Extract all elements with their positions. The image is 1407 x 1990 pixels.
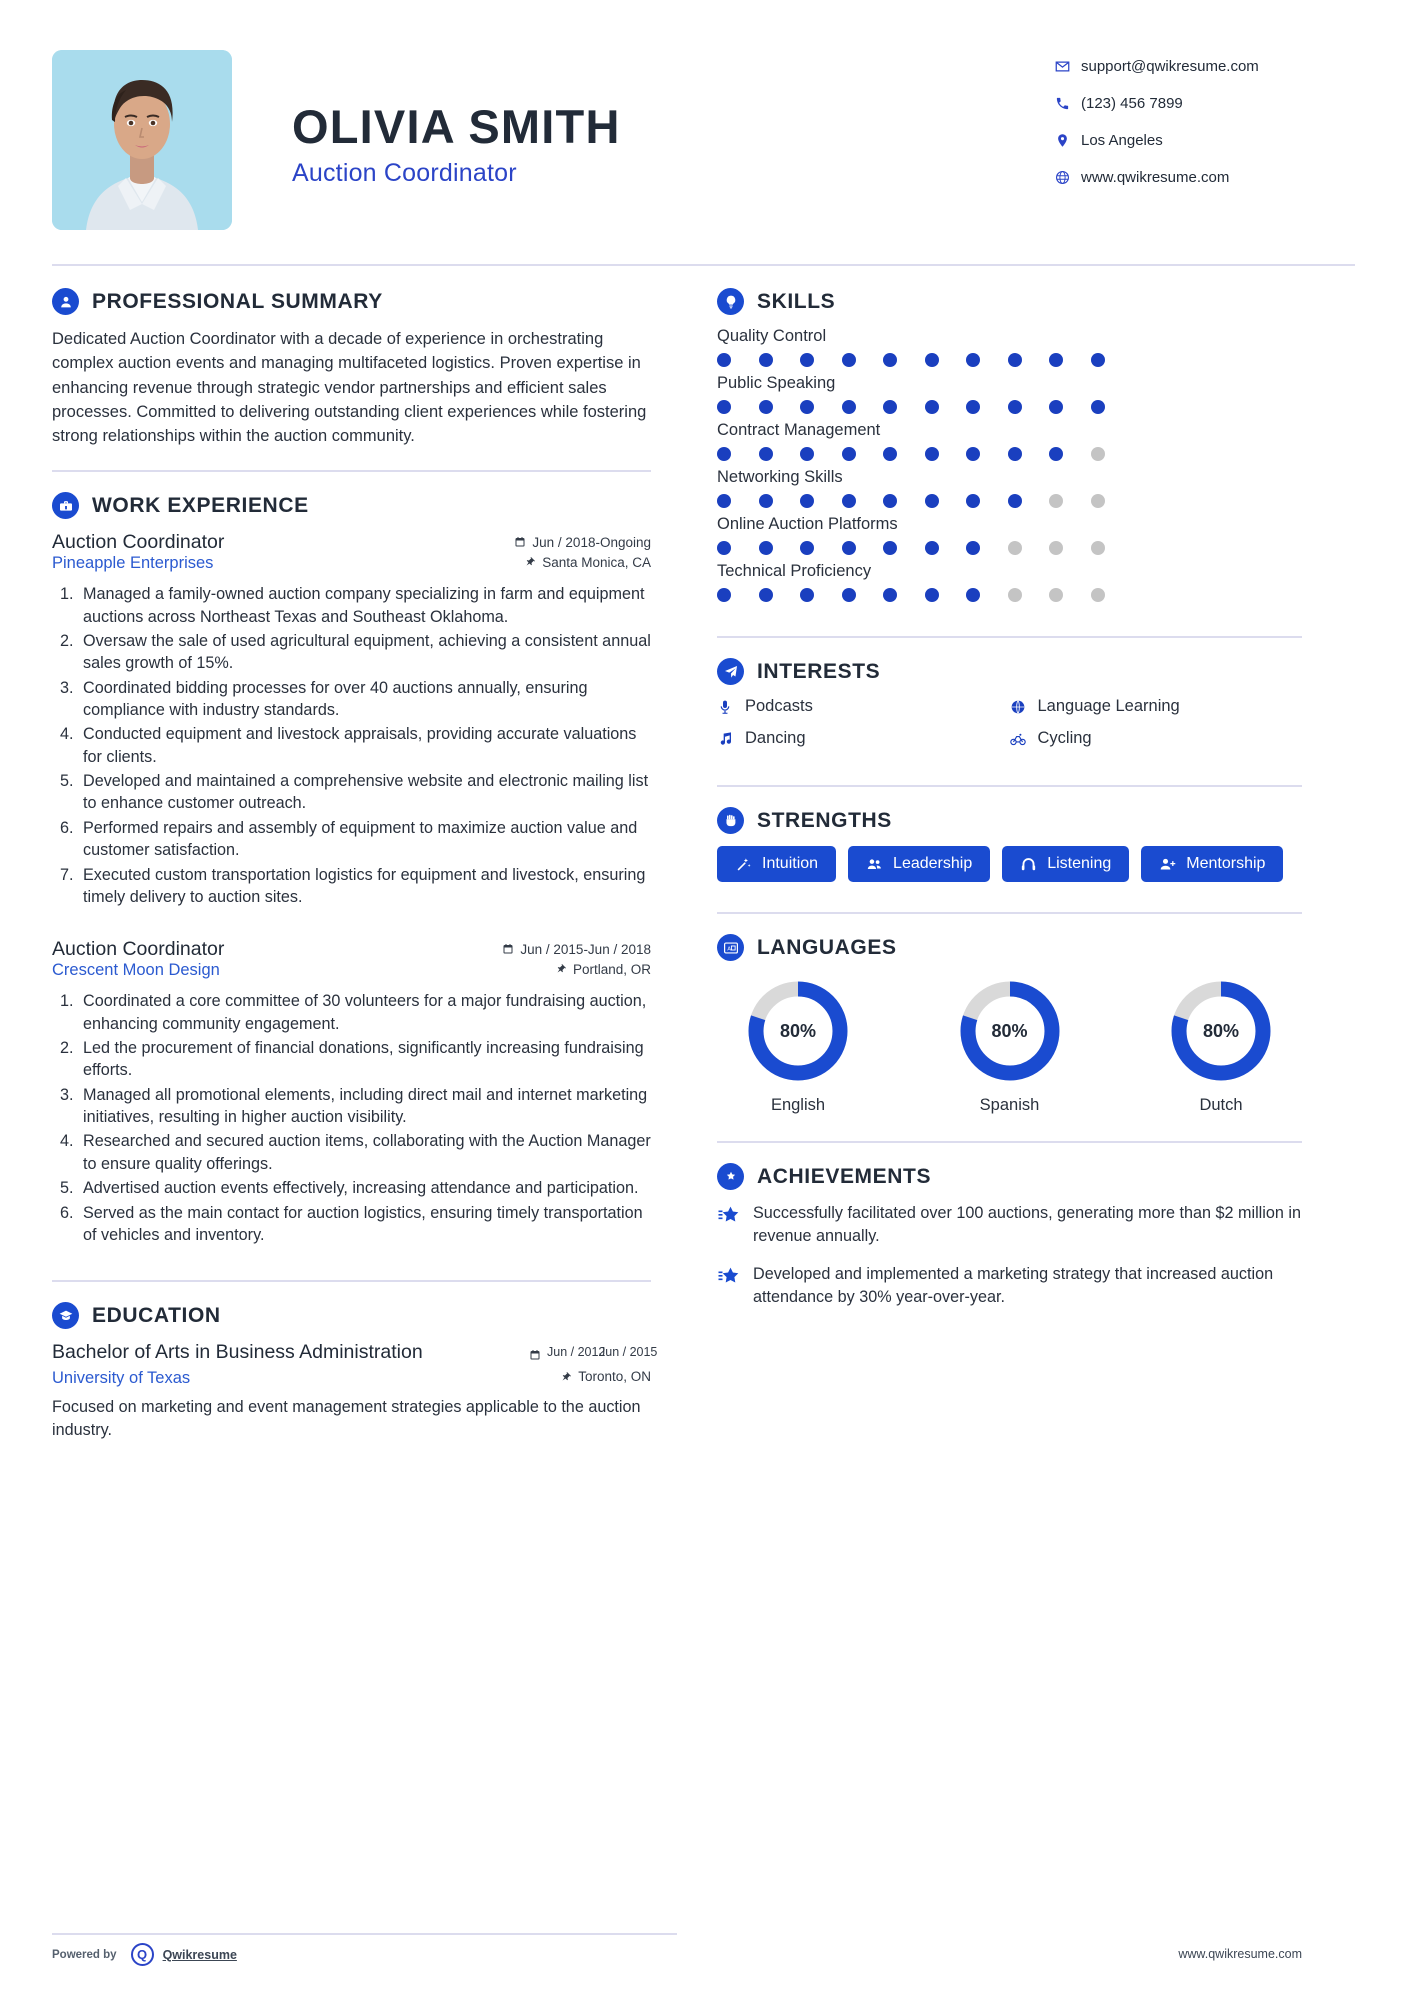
skill-label: Quality Control (717, 327, 827, 345)
work-entry (52, 938, 651, 1246)
skill-dot-filled (842, 541, 856, 555)
skill-dot-filled (1091, 400, 1105, 414)
strength-label: Listening (1047, 855, 1112, 872)
contact-phone-text: (123) 456 7899 (1081, 95, 1183, 112)
skill-dot-filled (925, 400, 939, 414)
location-pin-icon (1055, 133, 1081, 148)
contact-list (1055, 50, 1355, 206)
right-column (677, 288, 1302, 1441)
skill-dot-empty (1008, 541, 1022, 555)
work-entry-title-row (52, 531, 651, 554)
bicycle-icon (1010, 731, 1038, 747)
qwikresume-logo-icon: Q (131, 1943, 154, 1966)
work-position: Auction Coordinator (52, 531, 225, 554)
language-donut (1169, 979, 1273, 1083)
microphone-icon (717, 699, 745, 715)
interest-label: Language Learning (1037, 697, 1180, 715)
interest-label: Podcasts (745, 697, 813, 715)
language-item (723, 979, 873, 1115)
list-item: 5. Developed and maintained a comprehensive website and electronic mailing list to enhance customer outreach. (78, 770, 651, 815)
section-work-experience (52, 492, 651, 1246)
work-dates (514, 535, 651, 550)
skill-dot-filled (883, 447, 897, 461)
contact-website-text: www.qwikresume.com (1081, 169, 1230, 186)
work-dates-text: Jun / 2015-Jun / 2018 (520, 941, 651, 957)
skill-dot-filled (842, 400, 856, 414)
skill-label: Public Speaking (717, 374, 836, 392)
divider (717, 636, 1302, 638)
section-languages (717, 934, 1302, 1115)
strength-tag[interactable] (717, 846, 836, 882)
content-columns (52, 288, 1355, 1441)
education-date-start: Jun / 2012 (547, 1345, 606, 1360)
skill-dot-empty (1049, 588, 1063, 602)
section-header (717, 934, 1302, 961)
skill-dot-filled (800, 447, 814, 461)
star-ribbon-icon (717, 1263, 753, 1308)
envelope-icon (1055, 59, 1081, 74)
skill-dot-filled (842, 447, 856, 461)
education-dates (529, 1341, 658, 1361)
list-item: 1. Coordinated a core committee of 30 volunteers for a major fundraising auction, enhancing community engagement. (78, 990, 651, 1035)
skill-dot-empty (1091, 541, 1105, 555)
education-school-row (52, 1369, 651, 1388)
skill-dot-filled (717, 588, 731, 602)
section-header (717, 807, 1302, 834)
contact-email[interactable] (1055, 58, 1355, 75)
section-header (717, 658, 1302, 685)
education-location-text: Toronto, ON (578, 1369, 651, 1385)
skill-item (717, 468, 1302, 508)
skill-dot-filled (966, 588, 980, 602)
profile-photo-illustration (52, 50, 232, 230)
skill-dot-filled (1049, 353, 1063, 367)
skill-dot-empty (1049, 494, 1063, 508)
skill-dot-filled (842, 494, 856, 508)
list-item: 6. Served as the main contact for auction logistics, ensuring timely transportation of vehicles and inventory. (78, 1202, 651, 1247)
skill-dot-filled (1008, 447, 1022, 461)
svg-text:A: A (726, 945, 731, 952)
list-item: 2. Oversaw the sale of used agricultural equipment, achieving a consistent annual sales growth of 15%. (78, 630, 651, 675)
skill-rating (717, 541, 1302, 555)
strengths-list (717, 846, 1302, 882)
skill-dot-filled (966, 447, 980, 461)
list-item: 3. Coordinated bidding processes for over 40 auctions annually, ensuring compliance with industry standards. (78, 677, 651, 722)
section-header (52, 1302, 651, 1329)
skill-rating (717, 400, 1302, 414)
education-description: Focused on marketing and event management strategies applicable to the auction industry. (52, 1398, 641, 1439)
fist-icon (717, 807, 744, 834)
section-title: INTERESTS (757, 659, 881, 683)
skill-dot-filled (800, 541, 814, 555)
name-block (292, 50, 621, 188)
language-percent: 80% (1202, 1020, 1240, 1041)
divider (52, 1280, 651, 1282)
summary-text: Dedicated Auction Coordinator with a decade of experience in orchestrating complex auction events and managing multifaceted logistics. Proven expertise in enhancing revenue through strategic vendor partnerships and efficient sales processes. Committed to delivering outstanding client experiences while fostering strong relationships within the auction community. (52, 330, 647, 445)
divider (717, 1141, 1302, 1143)
footer-website[interactable]: www.qwikresume.com (1178, 1946, 1302, 1961)
music-note-icon (717, 731, 745, 747)
skill-dot-empty (1091, 494, 1105, 508)
work-location-text: Portland, OR (572, 961, 651, 977)
section-title: ACHIEVEMENTS (757, 1164, 932, 1188)
skill-dot-filled (966, 541, 980, 555)
work-bullets (78, 990, 651, 1246)
contact-website[interactable] (1055, 169, 1355, 186)
list-item: 1. Managed a family-owned auction company specializing in farm and equipment auctions across Northeast Texas and Southeast Oklahoma. (78, 583, 651, 628)
contact-location[interactable] (1055, 132, 1355, 149)
interest-item (1010, 697, 1303, 716)
skill-dot-filled (717, 447, 731, 461)
page-footer (52, 1933, 1355, 1966)
section-title: PROFESSIONAL SUMMARY (92, 289, 383, 313)
skill-dot-empty (1049, 541, 1063, 555)
work-location (524, 555, 651, 570)
skill-dot-empty (1008, 588, 1022, 602)
languages-list (717, 973, 1302, 1115)
work-entry (52, 531, 651, 908)
skill-item (717, 421, 1302, 461)
strength-tag[interactable] (848, 846, 990, 882)
work-company: Crescent Moon Design (52, 961, 220, 980)
interest-item (717, 729, 1010, 748)
section-title: EDUCATION (92, 1303, 221, 1327)
qwikresume-link[interactable]: Qwikresume (162, 1947, 237, 1962)
education-entry (52, 1341, 658, 1365)
section-education (52, 1302, 658, 1441)
skill-dot-filled (925, 588, 939, 602)
star-badge-icon (717, 1163, 744, 1190)
list-item: 7. Executed custom transportation logistics for equipment and livestock, ensuring timely delivery to auction sites. (78, 864, 651, 909)
section-strengths (717, 807, 1302, 882)
skill-rating (717, 494, 1302, 508)
work-entry-company-row (52, 961, 651, 980)
headphones-icon (1020, 856, 1037, 873)
skill-label: Online Auction Platforms (717, 515, 898, 533)
skill-dot-filled (1008, 494, 1022, 508)
skill-dot-filled (883, 541, 897, 555)
skill-dot-filled (842, 588, 856, 602)
strength-tag[interactable] (1141, 846, 1283, 882)
language-label: Dutch (1199, 1096, 1243, 1114)
skill-dot-filled (759, 447, 773, 461)
skill-dot-filled (759, 541, 773, 555)
skill-item (717, 515, 1302, 555)
skill-dot-filled (800, 494, 814, 508)
contact-email-text: support@qwikresume.com (1081, 58, 1259, 75)
language-label: English (770, 1096, 826, 1114)
language-label: Spanish (979, 1096, 1040, 1114)
section-header (52, 492, 651, 519)
work-entry-company-row (52, 554, 651, 573)
education-school: University of Texas (52, 1369, 191, 1388)
skill-dot-filled (800, 400, 814, 414)
list-item: 2. Led the procurement of financial donations, significantly increasing fundraising efforts. (78, 1037, 651, 1082)
skill-label: Networking Skills (717, 468, 843, 486)
work-company: Pineapple Enterprises (52, 554, 214, 573)
work-entry-title-row (52, 938, 651, 961)
work-dates (502, 942, 651, 957)
section-title: LANGUAGES (757, 935, 897, 959)
skill-rating (717, 447, 1302, 461)
skill-dot-filled (1049, 447, 1063, 461)
globe-icon (1055, 170, 1081, 185)
language-item (1146, 979, 1296, 1115)
divider (717, 785, 1302, 787)
skill-dot-filled (759, 494, 773, 508)
candidate-name: OLIVIA SMITH (292, 100, 621, 153)
phone-icon (1055, 96, 1081, 111)
header-divider (52, 264, 1355, 266)
skill-dot-filled (966, 494, 980, 508)
spacer (52, 912, 651, 938)
list-item: 5. Advertised auction events effectively, increasing attendance and participation. (78, 1177, 651, 1199)
divider (52, 470, 651, 472)
skill-dot-filled (883, 494, 897, 508)
section-title: SKILLS (757, 289, 836, 313)
contact-location-text: Los Angeles (1081, 132, 1163, 149)
skill-label: Technical Proficiency (717, 562, 872, 580)
profile-photo (52, 50, 232, 230)
skill-dot-filled (759, 588, 773, 602)
skill-dot-filled (759, 400, 773, 414)
calendar-icon (514, 536, 526, 548)
skill-dot-filled (759, 353, 773, 367)
skill-dot-filled (925, 541, 939, 555)
language-donut (746, 979, 850, 1083)
skill-rating (717, 588, 1302, 602)
skill-dot-filled (842, 353, 856, 367)
skill-label: Contract Management (717, 421, 881, 439)
education-degree: Bachelor of Arts in Business Administration (52, 1341, 423, 1364)
skill-dot-filled (800, 588, 814, 602)
skill-dot-filled (925, 353, 939, 367)
interests-list (717, 697, 1302, 761)
user-plus-icon (1159, 856, 1176, 873)
work-location-text: Santa Monica, CA (542, 554, 651, 570)
section-header (717, 1163, 1302, 1190)
skill-dot-filled (883, 588, 897, 602)
skill-dot-filled (1091, 353, 1105, 367)
graduation-cap-icon (52, 1302, 79, 1329)
list-item: 4. Conducted equipment and livestock appraisals, providing accurate valuations for clients. (78, 723, 651, 768)
calendar-icon (529, 1349, 541, 1361)
achievement-text: Successfully facilitated over 100 auctions, generating more than $2 million in revenue annually. (753, 1204, 1301, 1245)
interest-label: Dancing (745, 729, 806, 747)
work-location (555, 962, 651, 977)
skill-item (717, 374, 1302, 414)
lightbulb-icon (717, 288, 744, 315)
skill-dot-empty (1091, 447, 1105, 461)
footer-brand (52, 1933, 677, 1966)
skill-dot-empty (1091, 588, 1105, 602)
powered-by-label: Powered by (52, 1948, 117, 1961)
section-title: WORK EXPERIENCE (92, 493, 309, 517)
globe-icon (1010, 699, 1038, 715)
resume-header (52, 40, 1355, 230)
left-column (52, 288, 677, 1441)
briefcase-icon (52, 492, 79, 519)
calendar-icon (502, 943, 514, 955)
language-card-icon (717, 934, 744, 961)
section-achievements (717, 1163, 1302, 1309)
language-item (935, 979, 1085, 1115)
skill-dot-filled (966, 400, 980, 414)
skill-dot-filled (966, 353, 980, 367)
language-donut (958, 979, 1062, 1083)
divider (717, 912, 1302, 914)
skill-dot-filled (717, 353, 731, 367)
list-item: 4. Researched and secured auction items, collaborating with the Auction Manager to ensure quality offerings. (78, 1130, 651, 1175)
language-percent: 80% (779, 1020, 817, 1041)
pin-icon (560, 1371, 572, 1383)
skill-dot-filled (717, 400, 731, 414)
contact-phone[interactable] (1055, 95, 1355, 112)
list-item: 6. Performed repairs and assembly of equipment to maximize auction value and customer satisfaction. (78, 817, 651, 862)
language-percent: 80% (991, 1020, 1028, 1041)
skill-dot-filled (717, 541, 731, 555)
section-header (717, 288, 1302, 315)
skill-item (717, 327, 1302, 367)
candidate-title: Auction Coordinator (292, 159, 517, 188)
skill-rating (717, 353, 1302, 367)
section-interests (717, 658, 1302, 761)
skill-dot-filled (800, 353, 814, 367)
list-item: 3. Managed all promotional elements, including direct mail and internet marketing initiatives, resulting in higher auction visibility. (78, 1084, 651, 1129)
interest-item (1010, 729, 1303, 748)
pin-icon (524, 556, 536, 568)
achievement-text: Developed and implemented a marketing strategy that increased auction attendance by 30% year-over-year. (753, 1265, 1274, 1307)
section-header (52, 288, 651, 315)
skill-dot-filled (1008, 353, 1022, 367)
work-dates-text: Jun / 2018-Ongoing (532, 534, 651, 550)
skill-dot-filled (925, 447, 939, 461)
interest-label: Cycling (1037, 729, 1092, 747)
skill-dot-filled (1049, 400, 1063, 414)
education-location (560, 1369, 651, 1384)
skill-dot-filled (925, 494, 939, 508)
skill-dot-filled (883, 400, 897, 414)
paper-plane-icon (717, 658, 744, 685)
strength-tag[interactable] (1002, 846, 1129, 882)
achievement-item (717, 1202, 1302, 1247)
magic-wand-icon (735, 856, 752, 873)
strength-label: Leadership (893, 855, 973, 872)
work-bullets (78, 583, 651, 908)
strength-label: Intuition (762, 855, 819, 872)
section-title: STRENGTHS (757, 808, 892, 832)
work-position: Auction Coordinator (52, 938, 225, 961)
user-circle-icon (52, 288, 79, 315)
strength-label: Mentorship (1186, 855, 1266, 872)
pin-icon (555, 963, 567, 975)
skill-dot-filled (717, 494, 731, 508)
skill-dot-filled (883, 353, 897, 367)
achievement-item (717, 1263, 1302, 1308)
education-date-end: Jun / 2015 (599, 1345, 658, 1360)
interest-item (717, 697, 1010, 716)
users-icon (866, 856, 883, 873)
skill-dot-filled (1008, 400, 1022, 414)
section-skills (717, 288, 1302, 602)
section-professional-summary (52, 288, 651, 448)
skill-item (717, 562, 1302, 602)
star-ribbon-icon (717, 1202, 753, 1247)
